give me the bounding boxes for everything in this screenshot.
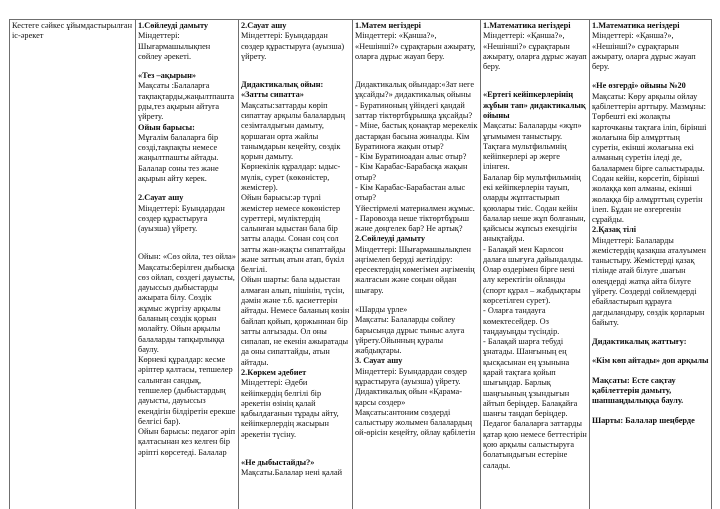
section-heading: «Не дыбыстайды?»: [241, 457, 315, 467]
section-heading: 3. Сауат ашу: [355, 356, 403, 366]
paragraph: Міндеттері: Шығармашылықпен әңгімелеп беруді жетілдіру: ересектердің көмегімен әңгіменің жалғасын және соңын ойдан шығару.: [355, 244, 475, 295]
section-heading: 2.Көркем әдебиет: [241, 368, 307, 377]
paragraph: Міндеттері: Шығармашылықпен сөйлеу әрекеті.: [138, 31, 211, 61]
activity-label-cell: [10, 20, 136, 509]
paragraph: Ойын барысы: педагог әріп қалтасынан кез келген бір әріпті көрсетеді. Балалар: [138, 427, 236, 457]
schedule-row: [10, 20, 712, 509]
cell-content: [241, 21, 350, 509]
paragraph: Мақсаты :Балаларға тақпақтарды,жаңылтпашта рды,тез ақырын айтуға үйрету.: [138, 81, 235, 122]
day-column-cell: [590, 20, 712, 509]
paragraph: Міндеттері: Буындардан сөздер құрастыруға (ауызша) үйрету.: [241, 31, 345, 61]
section-heading: 1.Матем негіздері: [355, 21, 421, 30]
section-heading: Дидактикалық жаттығу:: [592, 337, 687, 347]
paragraph: Мақсаты:антоним сөздерді салыстыру жолымен балалардың ой-өрісін кеңейту, ойлау қабілетін: [355, 407, 476, 438]
section-heading: Шарты: Балалар шеңберде: [592, 415, 695, 425]
day-column-cell: [136, 20, 239, 509]
cell-content: [355, 21, 478, 509]
section-heading: Мақсаты: Есте сақтау қабілеттерін дамыту, шапшаңдылыққа баулу.: [592, 375, 684, 406]
paragraph: Міндеттері: «Қанша?», «Нешінші?» сұрақтарын ажырату, оларға дұрыс жауап беру.: [483, 31, 587, 72]
paragraph: Міндеттері: Әдеби кейіпкердің белгілі бір әрекетін өзінің қалай қабылдағанын тұрады айту, кейіпкерлердің жасырын әрекетін түсіну.: [241, 378, 339, 439]
section-heading: 2.Сауат ашу: [241, 21, 287, 30]
paragraph: Кестеге сәйкес ұйымдастырылған іс-әрекет: [12, 21, 133, 41]
paragraph: - Кім Буратиноадан алыс отыр?: [355, 152, 467, 162]
cell-content: [592, 21, 709, 509]
section-heading: 1.Сөйлеуді дамыту: [138, 21, 209, 30]
paragraph: Көрнекі құралдар: кесме әріптер қалтасы, тепшелер салынған сандық, тепшелер (дыбыстардың дауысты, дауыссыз екендігін білдіретін ерекше белгісі бар).: [138, 355, 236, 426]
paragraph: Дидактикалық ойын «Қарама-қарсы сөздер»: [355, 387, 462, 407]
paragraph: Міндеттері: «Қанша?», «Нешінші?» сұрақтарын ажырату, оларға дұрыс жауап беру.: [355, 31, 476, 61]
cell-content: [483, 21, 587, 509]
paragraph: - Паровозда неше тіктөртбұрыш және дөңгелек бар? Не артық?: [355, 213, 469, 234]
paragraph: «Шарды үрле»: [355, 305, 408, 315]
paragraph: - Кім Карабас-Барабасқа жақын отыр?: [355, 162, 468, 182]
paragraph: Мақсаты:заттарды көріп сипаттау арқылы балалардың сезімталдығын дамыту, қоршаған орта жайлы танымдарын кеңейту, сөздік қорын дамыту.: [241, 100, 346, 162]
paragraph: - Міне, бастық қонақтар мерекелік дастарқан басына жиналды. Кім Буратиноға жақын отыр?: [355, 121, 478, 151]
section-heading: 2.Сауат ашу: [138, 193, 184, 203]
paragraph: - Буратиноның үйіндегі қандай заттар тіктөртбұрышқа ұқсайды?: [355, 100, 473, 120]
cell-content: [138, 21, 236, 509]
paragraph: Мұғалім балаларға бір сөзді,тақпақты немесе жаңылтпашты айтады. Балалар соны тез және ақырын айту керек.: [138, 132, 219, 183]
section-heading: 1.Математика негіздері: [592, 21, 680, 30]
day-column-cell: [481, 20, 590, 509]
schedule-table: [9, 19, 712, 509]
paragraph: Мақсаты: Көру арқылы ойлау қабілеттерін арттыру. Мазмұны: Төрбешті екі жолақты карточканы тақтаға іліп, бірінші жолағына бір алмұрттың суретін, екінші жолағына екі алманың суретін іледі де, балалармен бірге салыстырады. Содан кейін, көрсетіп, бірінші жолаққа көп алманы, екінші жолаққа бір алмұрттың суретін ілеп. Бұдан не өзгергенін сұрайды.: [592, 91, 707, 225]
section-heading: «Ертегі кейіпкерлерінің жұбын тап» дидактикалық ойыны: [483, 90, 586, 120]
paragraph: Мақсаты:берілген дыбысқа сөз ойлап, сөздегі дауысты, дауыссыз дыбыстарды ажырата білу. Сөздік жұмыс жүргізу арқылы баланың сөздік қорын молайту. Ойын арқылы балаларды тапқырлыққа баулу.: [138, 262, 235, 354]
paragraph: - Кім Карабас-Барабастан алыс отыр?: [355, 182, 466, 203]
section-heading: «Тез –ақырын»: [138, 71, 197, 81]
section-heading: Ойын барысы:: [138, 122, 195, 132]
paragraph: - Оларға тандауға көмектесейдер. Оз таңдауыңды түсіндір.: [483, 306, 560, 336]
section-heading: 2.Сөйлеуді дамыту: [355, 234, 426, 244]
section-heading: «Не өзгерді» ойыны №20: [592, 81, 686, 91]
day-column-cell: [353, 20, 481, 509]
paragraph: Балалар бір мультфильмнің екі кейіпкерлерін тауып, оларды жұптастырып қоюлары тиіс. Содан кейін балалар неше жұп болғанын, қайсысы жұпсыз екендігін анықтайды.: [483, 172, 586, 244]
section-heading: Дидактикалық ойын: «Затты сипатта»: [241, 80, 324, 100]
paragraph: Міндеттері: Буындардан сөздер құрастыруға (ауызша) үйрету.: [355, 366, 467, 386]
paragraph: Ойын барысы:әр түрлі жемістер немесе көкөністер суреттері, мүліктердің салынған ыдыстан бала бір затты алады. Сонан соң сол затты жан-жақты сипаттайды және заттың атын атап, бүкіл белгілі.: [241, 193, 346, 275]
paragraph: - Балақай мен Карлсон далаға шығуға дайындалды. Олар өздерімен бірге нені алу керектігін ойланды (спорт құрал – жабдықтары көрсетілген сурет).: [483, 244, 583, 306]
section-heading: «Кім көп айтады» доп арқылы: [592, 356, 709, 366]
day-column-cell: [239, 20, 353, 509]
paragraph: Мақсаты.Балалар нені қалай: [241, 468, 343, 478]
paragraph: Ойын: «Сөз ойла, тез ойла»: [138, 252, 236, 262]
paragraph: Үйестірмелі материалмен жұмыс.: [355, 203, 475, 213]
paragraph: Ойын шарты: бала ыдыстан алмаған алып, пішінін, түсін, дәмін және т.б. қасиеттерін айтады. Немесе баланың көзін байлап қойып, қоржыннан бір затты алғызады. Ол оны сипалап, не екенін ажыратады да оны сипаттайды, атын айтады.: [241, 275, 350, 367]
paragraph: - Балақай шарға тебуді ұнатады. Шанғының ең қысқасынан ең ұзынына қарай тақтаға қойып шығыңдар. Барлық шаңғыының ұзындығын айтып беріңдер. Балақайға шанғы таңдап беріңдер.: [483, 337, 578, 419]
section-heading: 1.Математика негіздері: [483, 21, 571, 30]
paragraph: Көрнекілік құралдар: ыдыс-мүлік, сурет (көкөністер, жемістер).: [241, 162, 341, 192]
paragraph: Міндеттері: Балаларды жемістердің қазақша аталуымен таныстыру. Жемістерді қазақ тілінде атай білуге ,шағын өлеңдерді жатқа айта білуге үйрету. Сөздерді сөйлемдерді ебайластырып құрауға дағдыландыру, сөздік қорларын байыту.: [592, 235, 706, 327]
paragraph: Міндеттері: Буындардан сөздер құрастыруға (ауызша) үйрету.: [138, 203, 225, 234]
paragraph: Мақсаты: Балаларды сөйлеу барысында дұрыс тыныс алуға үйрету.Ойынның қуралы жабдықтары.: [355, 315, 465, 356]
section-heading: 2.Қазақ тілі: [592, 225, 637, 235]
paragraph: Дидактикалық ойындар:«Зат неге ұқсайды?» дидактикалық ойыны: [355, 80, 475, 100]
paragraph: Мақсаты: Балаларды «жұп» ұғымымен таныстыру. Тақтаға мультфильмнің кейіпкерлері әр жерге ілінген.: [483, 121, 582, 172]
cell-content: [12, 21, 133, 509]
paragraph: Педагог балаларға заттарды қатар қою немесе беттестірін қою арқылы салыстыруға болатындығын естеріне салады.: [483, 419, 587, 470]
paragraph: Міндеттері: «Қанша?», «Нешінші?» сұрақтарын ажырату, оларға дұрыс жауап беру.: [592, 31, 696, 72]
